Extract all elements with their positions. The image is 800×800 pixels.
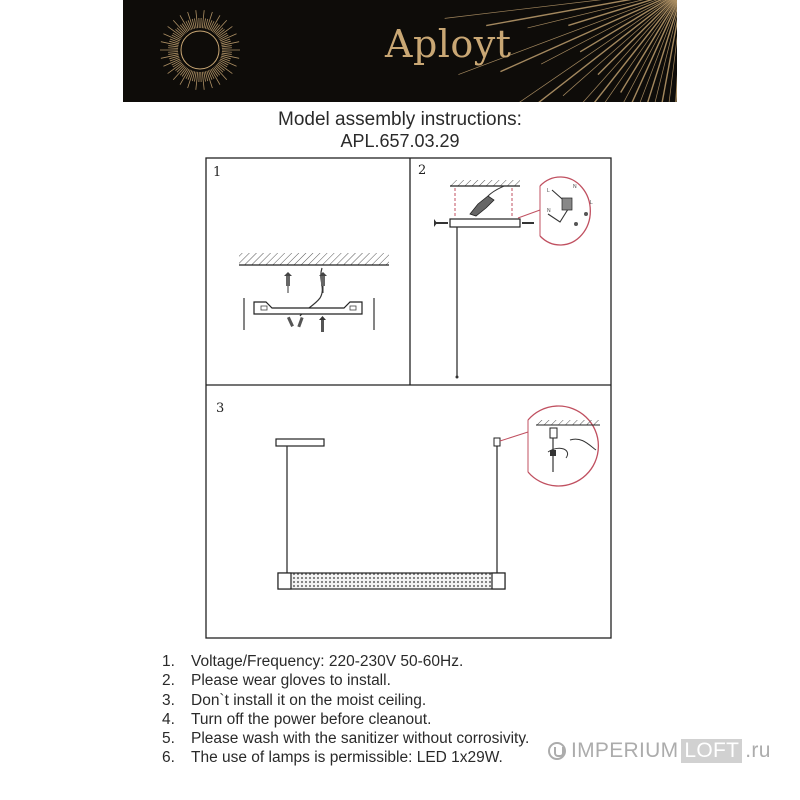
screw-icon	[434, 219, 448, 227]
detail-callout	[528, 406, 598, 486]
svg-text:L: L	[590, 200, 593, 206]
wall-anchor-icon	[284, 272, 292, 293]
led-bar	[278, 573, 505, 589]
svg-text:L: L	[547, 188, 550, 194]
screw-icon	[287, 317, 294, 327]
note-item: 6. The use of lamps is permissible: LED 1x29W.	[162, 749, 503, 767]
panel-2-canopy	[434, 177, 593, 379]
instruction-notes	[162, 652, 529, 768]
watermark-logo-icon	[548, 742, 566, 760]
mounting-bracket	[254, 302, 362, 314]
watermark	[548, 738, 771, 764]
connector-block	[470, 196, 494, 216]
svg-text:N: N	[547, 208, 551, 214]
diagram-frame	[206, 158, 611, 638]
screw-icon	[319, 316, 326, 332]
panel-3-full-fixture	[276, 406, 600, 589]
watermark-text: IMPERIUM	[571, 739, 679, 762]
wall-anchor-icon	[319, 272, 327, 293]
watermark-text: LOFT	[681, 739, 742, 763]
panel-number-1: 1	[213, 165, 222, 180]
ceiling-hatch	[239, 253, 389, 265]
canopy	[450, 219, 520, 227]
svg-text:N: N	[573, 184, 577, 190]
screw-icon	[297, 317, 303, 327]
panel-number-2: 2	[418, 163, 427, 178]
brand-logo-text: Aployt	[385, 22, 512, 66]
model-number: APL.657.03.29	[340, 131, 460, 151]
panel-1-ceiling-mount	[239, 253, 389, 332]
watermark-text: .ru	[745, 739, 771, 762]
note-item: 2. Please wear gloves to install.	[162, 672, 391, 690]
panel-number-3: 3	[216, 401, 225, 416]
note-item: 1. Voltage/Frequency: 220-230V 50-60Hz.	[162, 653, 464, 670]
document-title: Model assembly instructions:	[278, 109, 522, 130]
note-item: 5. Please wash with the sanitizer without corrosivity.	[162, 730, 530, 748]
canopy	[276, 439, 324, 446]
note-item: 4. Turn off the power before cleanout.	[162, 710, 432, 728]
note-item: 3. Don`t install it on the moist ceiling.	[162, 691, 427, 709]
